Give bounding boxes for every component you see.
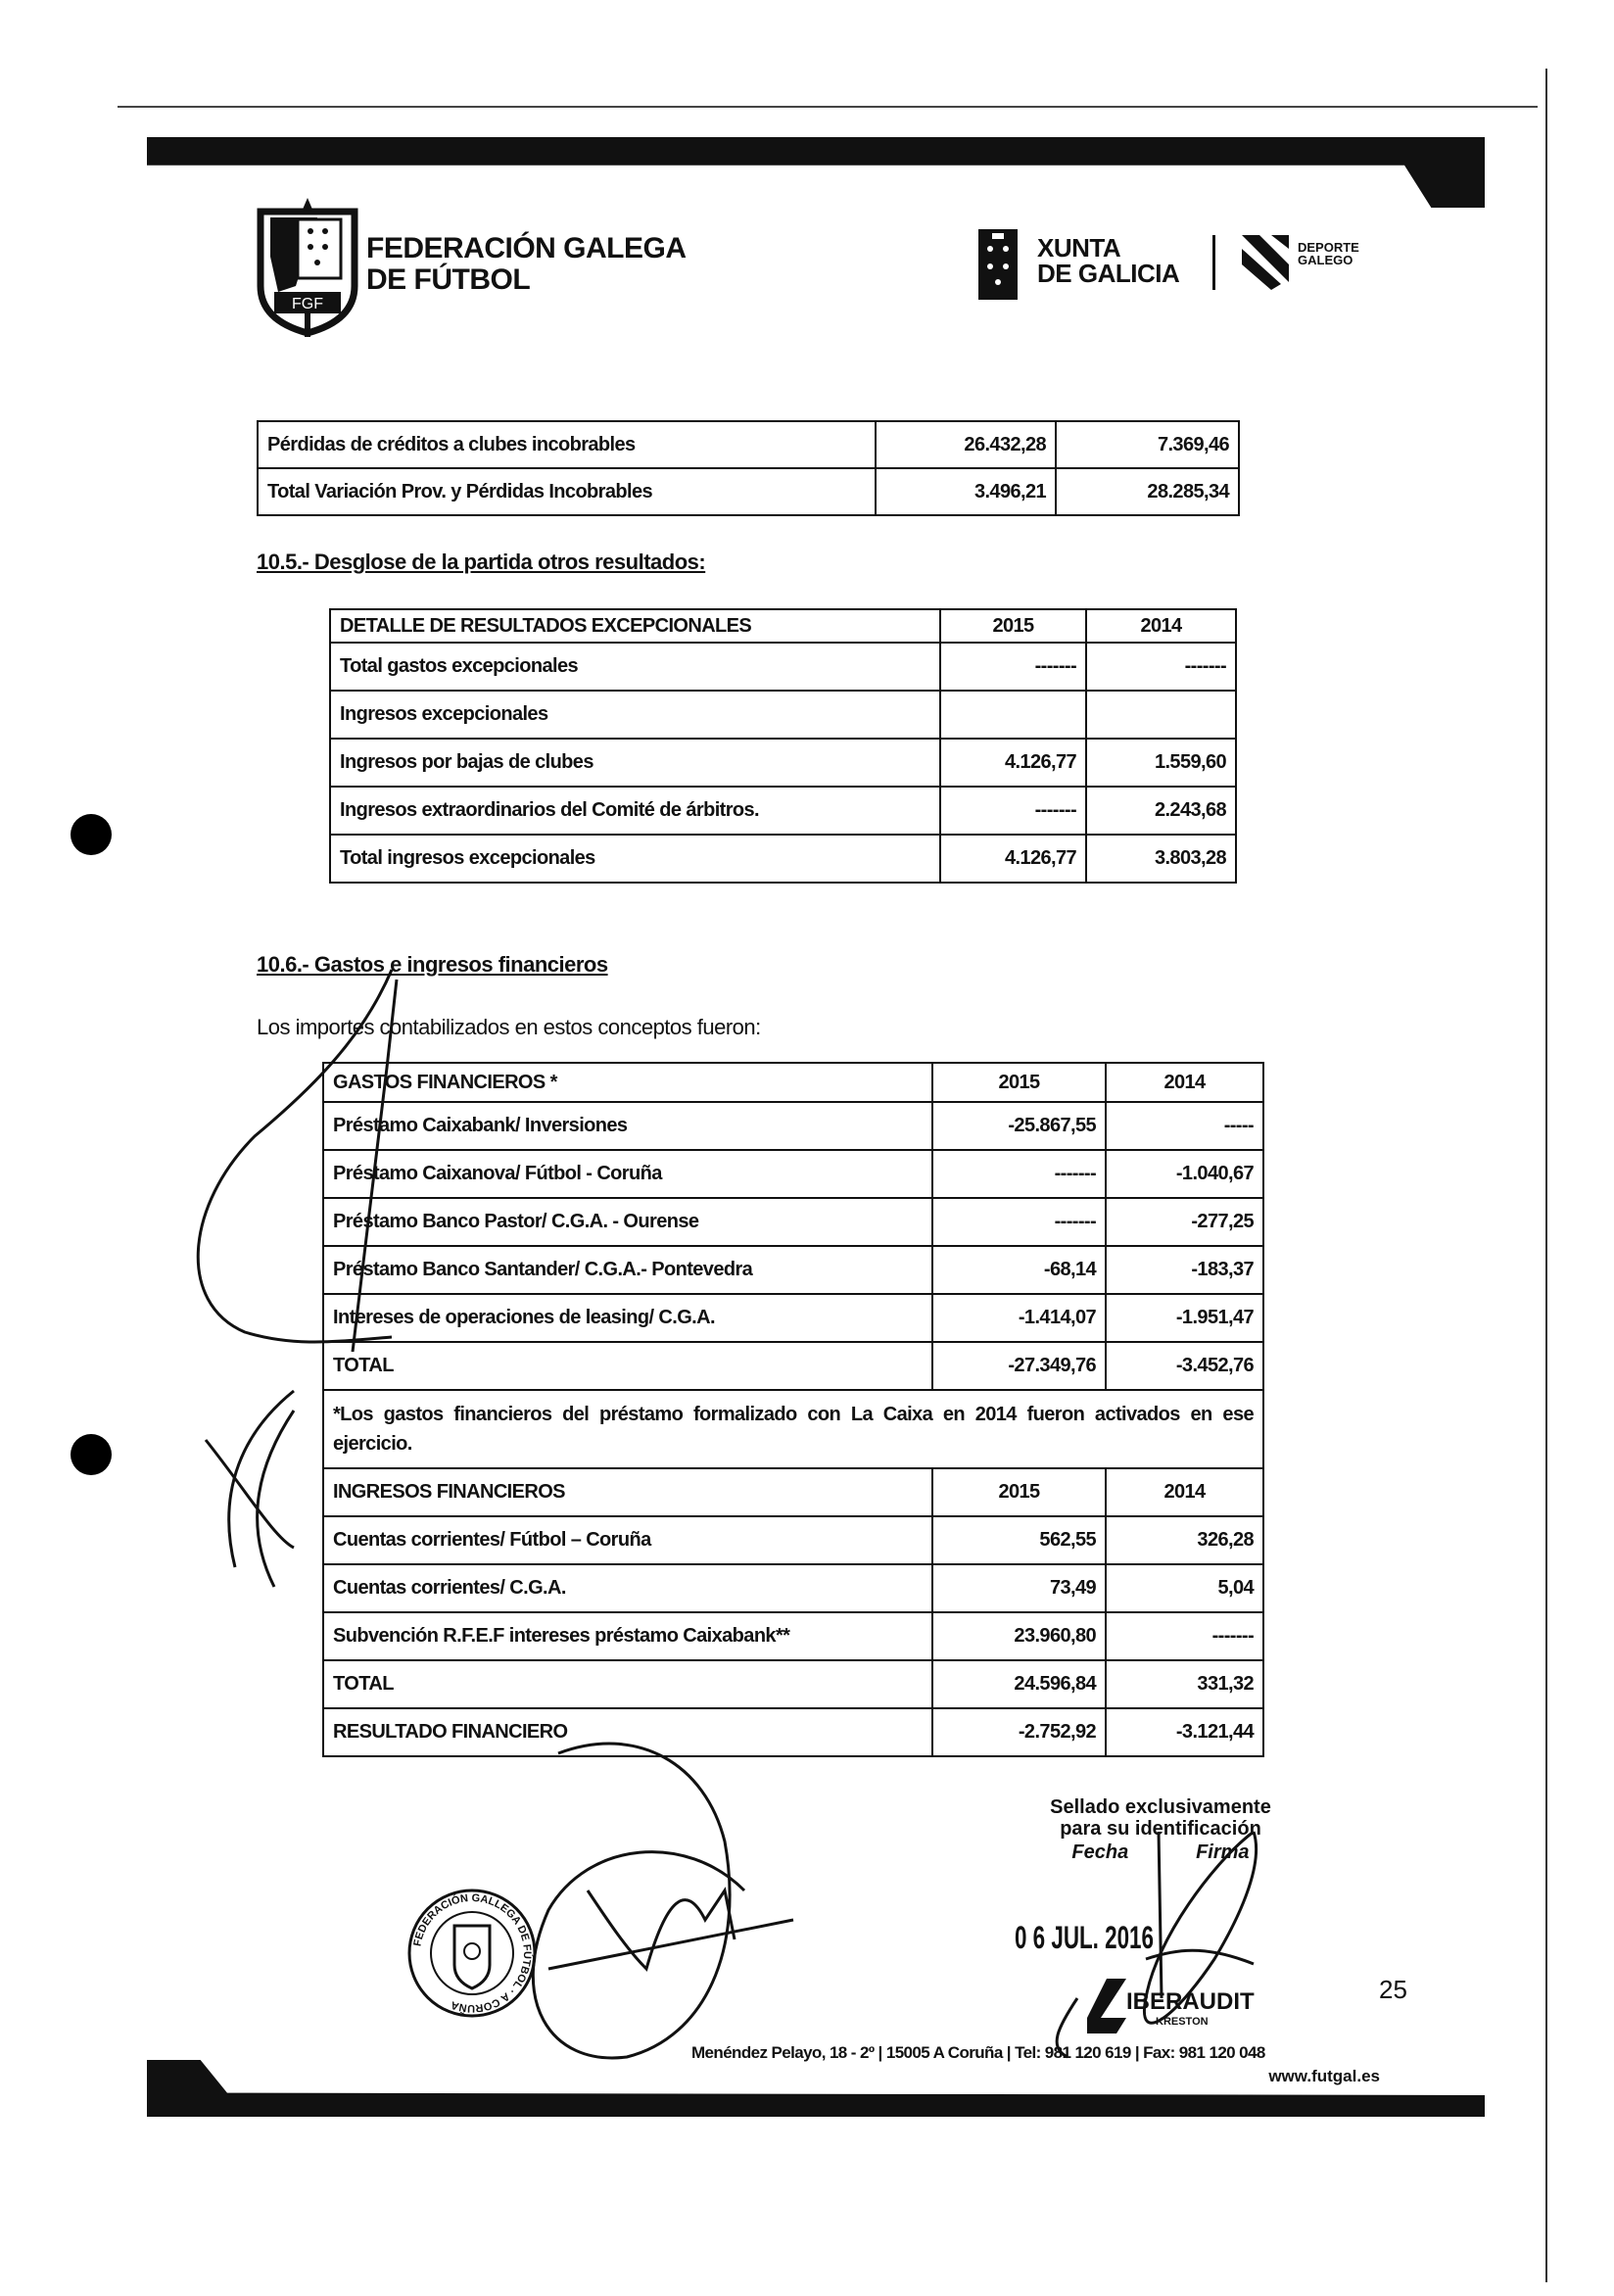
table-row-label: Préstamo Banco Pastor/ C.G.A. - Ourense bbox=[323, 1198, 932, 1246]
table-row-label: Ingresos excepcionales bbox=[330, 691, 940, 739]
table-row-value-2015: ------- bbox=[940, 787, 1086, 835]
deporte-galego-icon bbox=[1242, 235, 1289, 295]
table-row-value-2014: -277,25 bbox=[1106, 1198, 1263, 1246]
federation-name-line2: DE FÚTBOL bbox=[366, 263, 531, 296]
federation-shield-icon bbox=[257, 198, 358, 337]
table-row bbox=[258, 468, 1239, 515]
punch-hole bbox=[71, 1434, 112, 1475]
stamp-line1: Sellado exclusivamente bbox=[1050, 1796, 1271, 1818]
auditor-sub: KRESTON bbox=[1156, 2016, 1209, 2028]
punch-hole bbox=[71, 814, 112, 855]
footer-website: www.futgal.es bbox=[1268, 2067, 1380, 2085]
table-row-value-2014: ----- bbox=[1106, 1102, 1263, 1150]
table-row-label: Ingresos extraordinarios del Comité de árbitros. bbox=[330, 787, 940, 835]
table-row-value-2014: 5,04 bbox=[1106, 1564, 1263, 1612]
iberaudit-logo-icon bbox=[1087, 1979, 1126, 2038]
expenses-header-row-label: GASTOS FINANCIEROS * bbox=[323, 1063, 932, 1102]
table-row bbox=[323, 1198, 1263, 1246]
table-row-value-2015: -2.752,92 bbox=[932, 1708, 1106, 1756]
federation-seal-text: FEDERACIÓN GALLEGA DE FÚTBOL · A CORUÑA bbox=[411, 1891, 534, 2015]
table-row-value-2014: 2.243,68 bbox=[1086, 787, 1236, 835]
table-row bbox=[323, 1612, 1263, 1660]
table-row bbox=[330, 739, 1236, 787]
table-row bbox=[258, 421, 1239, 468]
table-row bbox=[330, 835, 1236, 883]
auditor-name: IBERAUDIT bbox=[1126, 1988, 1255, 2015]
table-header-row-value-2014: 2014 bbox=[1086, 609, 1236, 643]
federation-name-line1: FEDERACIÓN GALEGA bbox=[366, 232, 687, 264]
exceptional-results-table bbox=[329, 608, 1237, 884]
table-row-label: Cuentas corrientes/ Fútbol – Coruña bbox=[323, 1516, 932, 1564]
table-header-row-value-2015: 2015 bbox=[940, 609, 1086, 643]
expenses-header-row-value-2015: 2015 bbox=[932, 1063, 1106, 1102]
table-row bbox=[330, 787, 1236, 835]
income-header-row bbox=[323, 1468, 1263, 1516]
scan-edge-line bbox=[1545, 69, 1547, 2282]
federation-seal bbox=[405, 1887, 539, 2020]
footnote-row bbox=[323, 1390, 1263, 1468]
table-row-value-2014: ------- bbox=[1106, 1612, 1263, 1660]
income-header-row-value-2015: 2015 bbox=[932, 1468, 1106, 1516]
stamp-line2: para su identificación bbox=[1060, 1818, 1261, 1840]
table-row-value-2014: 3.803,28 bbox=[1086, 835, 1236, 883]
table-row-label: Préstamo Caixabank/ Inversiones bbox=[323, 1102, 932, 1150]
table-header-row bbox=[330, 609, 1236, 643]
table-row-value-2015: -25.867,55 bbox=[932, 1102, 1106, 1150]
table-row-value-2014: ------- bbox=[1086, 643, 1236, 691]
stamp-date: 0 6 JUL. 2016 bbox=[1015, 1920, 1154, 1955]
federation-name bbox=[366, 233, 687, 296]
xunta-logo-text bbox=[1037, 235, 1179, 286]
table-row bbox=[323, 1150, 1263, 1198]
table-row-value-2014: 28.285,34 bbox=[1056, 468, 1239, 515]
federation-logo bbox=[257, 198, 358, 337]
table-row-value-2015 bbox=[940, 691, 1086, 739]
table-row-value-2014: -183,37 bbox=[1106, 1246, 1263, 1294]
footer-address: Menéndez Pelayo, 18 - 2º | 15005 A Coruña | Tel: 981 120 619 | Fax: 981 120 048 bbox=[691, 2043, 1265, 2062]
table-row-value-2014: -1.951,47 bbox=[1106, 1294, 1263, 1342]
table-row-value-2014: -3.452,76 bbox=[1106, 1342, 1263, 1390]
table-row-label: Total gastos excepcionales bbox=[330, 643, 940, 691]
table-row-label: Préstamo Caixanova/ Fútbol - Coruña bbox=[323, 1150, 932, 1198]
table-row-label: Intereses de operaciones de leasing/ C.G.A. bbox=[323, 1294, 932, 1342]
expenses-header-row-value-2014: 2014 bbox=[1106, 1063, 1263, 1102]
table-row-label: Subvención R.F.E.F intereses préstamo Caixabank** bbox=[323, 1612, 932, 1660]
table-row-value-2014: -1.040,67 bbox=[1106, 1150, 1263, 1198]
xunta-emblem-icon bbox=[978, 229, 1018, 300]
table-row-label: Total ingresos excepcionales bbox=[330, 835, 940, 883]
federation-logo-text: FGF bbox=[292, 296, 323, 312]
table-row-label: RESULTADO FINANCIERO bbox=[323, 1708, 932, 1756]
table-row-label: Ingresos por bajas de clubes bbox=[330, 739, 940, 787]
income-header-row-value-2014: 2014 bbox=[1106, 1468, 1263, 1516]
table-row-value-2015: 4.126,77 bbox=[940, 835, 1086, 883]
table-row-value-2014: 326,28 bbox=[1106, 1516, 1263, 1564]
table-row-label: Pérdidas de créditos a clubes incobrables bbox=[258, 421, 876, 468]
table-row bbox=[330, 691, 1236, 739]
table-row-value-2015: 4.126,77 bbox=[940, 739, 1086, 787]
table-row-value-2015: 24.596,84 bbox=[932, 1660, 1106, 1708]
table-row-label: Total Variación Prov. y Pérdidas Incobrables bbox=[258, 468, 876, 515]
deporte-line1: DEPORTE bbox=[1298, 240, 1359, 255]
table-row-value-2015: ------- bbox=[932, 1150, 1106, 1198]
table-row-value-2014: 7.369,46 bbox=[1056, 421, 1239, 468]
table-row-value-2015: 23.960,80 bbox=[932, 1612, 1106, 1660]
table-row-value-2015: -27.349,76 bbox=[932, 1342, 1106, 1390]
table-row bbox=[323, 1294, 1263, 1342]
xunta-line2: DE GALICIA bbox=[1037, 259, 1180, 288]
table-row bbox=[330, 643, 1236, 691]
table-row-value-2015: ------- bbox=[940, 643, 1086, 691]
table-row bbox=[323, 1246, 1263, 1294]
scan-line bbox=[118, 106, 1538, 108]
table-row-value-2014: 1.559,60 bbox=[1086, 739, 1236, 787]
section-heading-other-results: 10.5.- Desglose de la partida otros resultados: bbox=[257, 550, 706, 574]
income-header-row-label: INGRESOS FINANCIEROS bbox=[323, 1468, 932, 1516]
stamp-firma-label: Firma bbox=[1196, 1842, 1250, 1863]
table-row-value-2014: 331,32 bbox=[1106, 1660, 1263, 1708]
stamp-fecha-label: Fecha bbox=[1071, 1842, 1129, 1863]
table-row-value-2015: 562,55 bbox=[932, 1516, 1106, 1564]
table-row bbox=[323, 1708, 1263, 1756]
table-header-row-label: DETALLE DE RESULTADOS EXCEPCIONALES bbox=[330, 609, 940, 643]
logo-divider bbox=[1212, 235, 1215, 290]
table-row-label: TOTAL bbox=[323, 1342, 932, 1390]
table-row-value-2015: 26.432,28 bbox=[876, 421, 1056, 468]
page-number: 25 bbox=[1379, 1975, 1407, 2004]
deporte-line2: GALEGO bbox=[1298, 253, 1353, 267]
table-row-value-2015: -68,14 bbox=[932, 1246, 1106, 1294]
table-row bbox=[323, 1102, 1263, 1150]
financial-table bbox=[322, 1062, 1264, 1757]
auditor-stamp bbox=[1038, 1796, 1283, 1863]
table-row-value-2015: 73,49 bbox=[932, 1564, 1106, 1612]
table-row-value-2015: ------- bbox=[932, 1198, 1106, 1246]
table-row-value-2014: -3.121,44 bbox=[1106, 1708, 1263, 1756]
table-row-label: TOTAL bbox=[323, 1660, 932, 1708]
table-row bbox=[323, 1516, 1263, 1564]
table-row bbox=[323, 1564, 1263, 1612]
table-row bbox=[323, 1660, 1263, 1708]
table-row bbox=[323, 1342, 1263, 1390]
section-intro: Los importes contabilizados en estos conceptos fueron: bbox=[257, 1015, 761, 1039]
deporte-galego-text bbox=[1298, 241, 1359, 266]
xunta-line1: XUNTA bbox=[1037, 233, 1121, 263]
expenses-header-row bbox=[323, 1063, 1263, 1102]
table-row-value-2014 bbox=[1086, 691, 1236, 739]
provisions-table bbox=[257, 420, 1240, 516]
table-row-label: Cuentas corrientes/ C.G.A. bbox=[323, 1564, 932, 1612]
footnote-text: *Los gastos financieros del préstamo formalizado con La Caixa en 2014 fueron activados en ese ejercicio. bbox=[323, 1390, 1263, 1468]
table-row-label: Préstamo Banco Santander/ C.G.A.- Pontevedra bbox=[323, 1246, 932, 1294]
section-heading-financial: 10.6.- Gastos e ingresos financieros bbox=[257, 952, 608, 977]
table-row-value-2015: -1.414,07 bbox=[932, 1294, 1106, 1342]
table-row-value-2015: 3.496,21 bbox=[876, 468, 1056, 515]
